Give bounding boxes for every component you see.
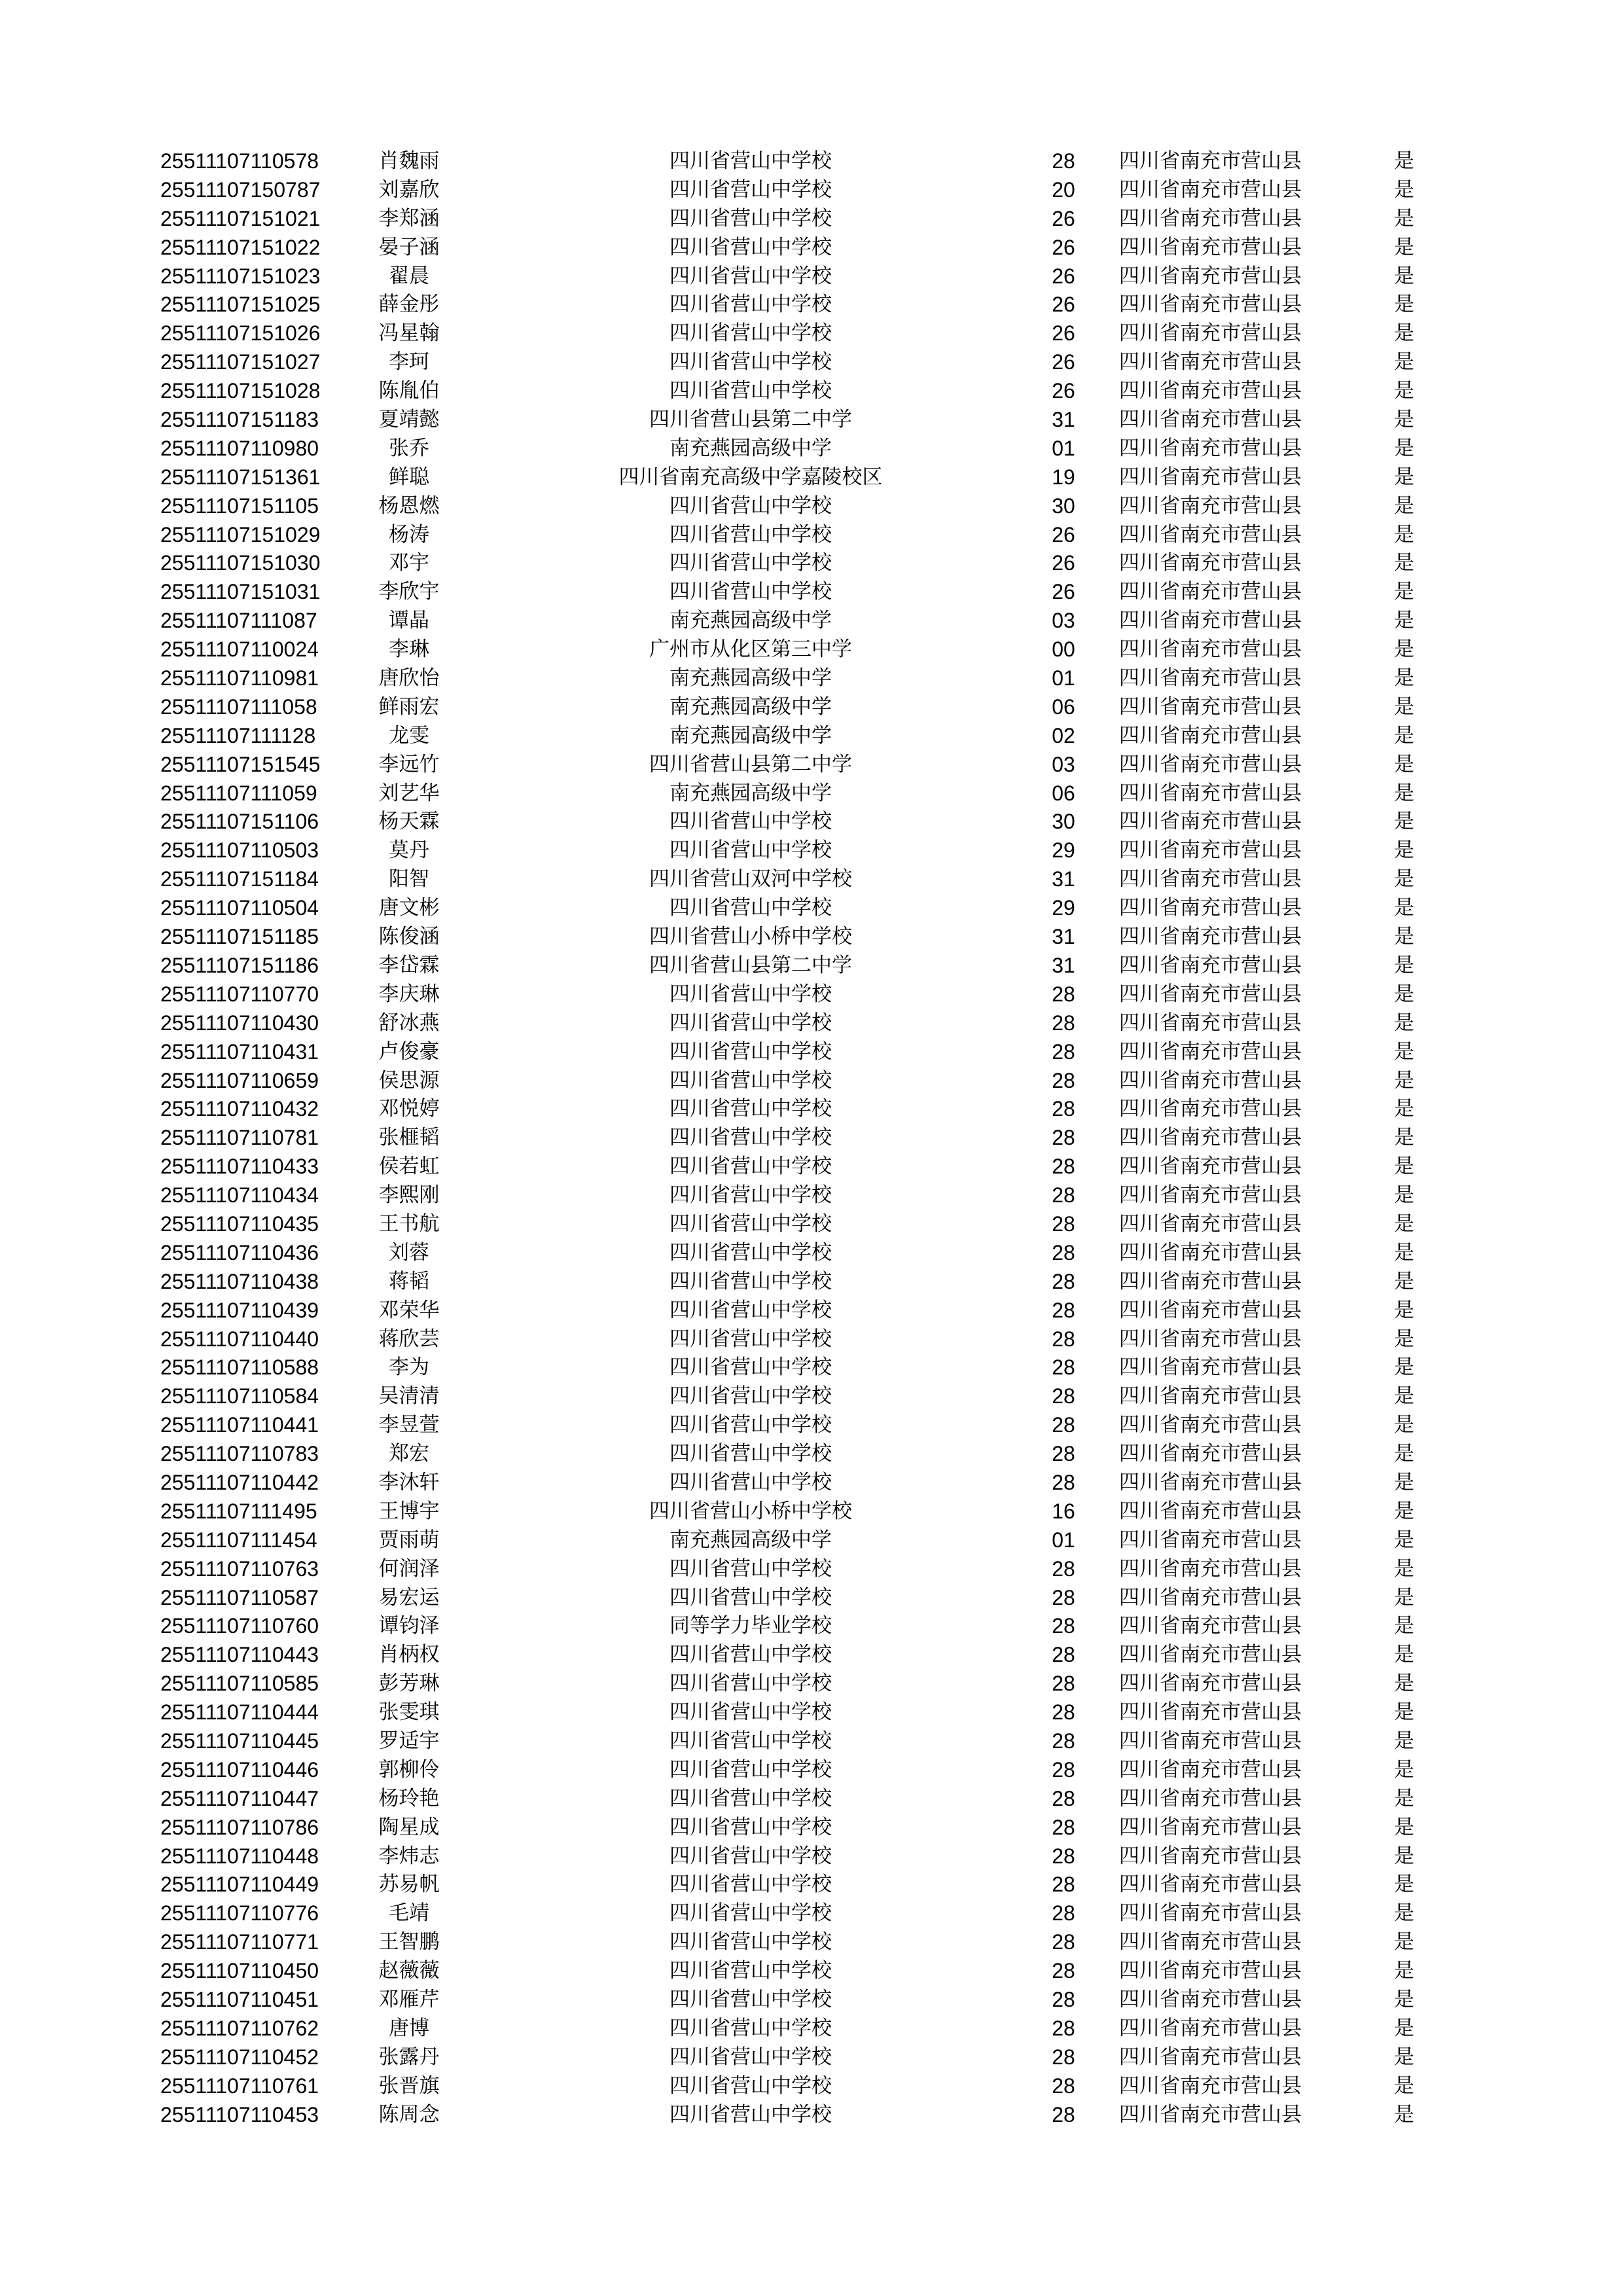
- table-row: 25511107110763 何润泽 四川省营山中学校 28 四川省南充市营山县 是: [0, 1555, 1623, 1584]
- candidate-id: 25511107111495: [160, 1499, 317, 1523]
- eligibility-flag: 是: [1394, 235, 1414, 259]
- candidate-id: 25511107110981: [160, 666, 319, 691]
- candidate-id: 25511107151183: [160, 408, 319, 432]
- region: 四川省南充市营山县: [1119, 1528, 1302, 1552]
- table-row: 25511107110587 易宏运 四川省营山中学校 28 四川省南充市营山县 是: [0, 1584, 1623, 1613]
- region: 四川省南充市营山县: [1119, 235, 1302, 259]
- region: 四川省南充市营山县: [1119, 1240, 1302, 1265]
- region: 四川省南充市营山县: [1119, 1269, 1302, 1293]
- candidate-id: 25511107110451: [160, 1988, 319, 2011]
- table-row: 25511107110453 陈周念 四川省营山中学校 28 四川省南充市营山县 是: [0, 2101, 1623, 2130]
- candidate-id: 25511107110449: [160, 1873, 319, 1897]
- candidate-id: 25511107110980: [160, 436, 319, 460]
- table-row: 25511107110584 吴清清 四川省营山中学校 28 四川省南充市营山县 是: [0, 1382, 1623, 1411]
- region: 四川省南充市营山县: [1119, 321, 1302, 346]
- eligibility-flag: 是: [1394, 493, 1414, 518]
- candidate-id: 25511107110587: [160, 1585, 319, 1609]
- region: 四川省南充市营山县: [1119, 723, 1302, 747]
- candidate-id: 25511107151185: [160, 925, 319, 949]
- table-row: 25511107110432 邓悦婷 四川省营山中学校 28 四川省南充市营山县 是: [0, 1095, 1623, 1124]
- region: 四川省南充市营山县: [1119, 408, 1302, 432]
- region: 四川省南充市营山县: [1119, 1815, 1302, 1839]
- table-row: 25511107151186 李岱霖 四川省营山县第二中学 31 四川省南充市营山县 是: [0, 952, 1623, 980]
- region: 四川省南充市营山县: [1119, 925, 1302, 949]
- candidate-id: 25511107110446: [160, 1757, 319, 1782]
- table-row: 25511107111454 贾雨萌 南充燕园高级中学 01 四川省南充市营山县 是: [0, 1526, 1623, 1555]
- table-row: 25511107110447 杨玲艳 四川省营山中学校 28 四川省南充市营山县 是: [0, 1785, 1623, 1814]
- region: 四川省南充市营山县: [1119, 982, 1302, 1006]
- candidate-id: 25511107151106: [160, 810, 319, 834]
- eligibility-flag: 是: [1394, 1240, 1414, 1265]
- table-row: 25511107110443 肖柄权 四川省营山中学校 28 四川省南充市营山县 是: [0, 1641, 1623, 1670]
- eligibility-flag: 是: [1394, 1269, 1414, 1293]
- eligibility-flag: 是: [1394, 1068, 1414, 1092]
- eligibility-flag: 是: [1394, 293, 1414, 317]
- eligibility-flag: 是: [1394, 1844, 1414, 1868]
- candidate-id: 25511107111059: [160, 781, 317, 805]
- region: 四川省南充市营山县: [1119, 177, 1302, 202]
- region: 四川省南充市营山县: [1119, 694, 1302, 719]
- region: 四川省南充市营山县: [1119, 637, 1302, 662]
- candidate-id: 25511107110771: [160, 1930, 319, 1954]
- table-row: 25511107110444 张雯琪 四川省营山中学校 28 四川省南充市营山县 是: [0, 1698, 1623, 1727]
- region: 四川省南充市营山县: [1119, 1327, 1302, 1351]
- region: 四川省南充市营山县: [1119, 522, 1302, 547]
- region: 四川省南充市营山县: [1119, 1211, 1302, 1236]
- candidate-id: 25511107110585: [160, 1672, 319, 1696]
- region: 四川省南充市营山县: [1119, 1988, 1302, 2011]
- table-row: 25511107110503 莫丹 四川省营山中学校 29 四川省南充市营山县 是: [0, 836, 1623, 865]
- region: 四川省南充市营山县: [1119, 1844, 1302, 1868]
- candidate-id: 25511107151545: [160, 752, 321, 776]
- eligibility-flag: 是: [1394, 1729, 1414, 1753]
- table-row: 25511107110588 李为 四川省营山中学校 28 四川省南充市营山县 是: [0, 1354, 1623, 1382]
- region: 四川省南充市营山县: [1119, 580, 1302, 604]
- table-row: 25511107110434 李熙刚 四川省营山中学校 28 四川省南充市营山县 是: [0, 1181, 1623, 1210]
- table-row: 25511107151361 鲜聪 四川省南充高级中学嘉陵校区 19 四川省南充市营山县 是: [0, 463, 1623, 492]
- region: 四川省南充市营山县: [1119, 2016, 1302, 2040]
- table-row: 25511107110980 张乔 南充燕园高级中学 01 四川省南充市营山县 是: [0, 435, 1623, 463]
- region: 四川省南充市营山县: [1119, 465, 1302, 489]
- table-row: 25511107151025 薛金彤 四川省营山中学校 26 四川省南充市营山县 是: [0, 291, 1623, 319]
- candidate-id: 25511107151105: [160, 493, 319, 518]
- table-row: 25511107110445 罗适宇 四川省营山中学校 28 四川省南充市营山县 是: [0, 1727, 1623, 1756]
- region: 四川省南充市营山县: [1119, 867, 1302, 891]
- region: 四川省南充市营山县: [1119, 1729, 1302, 1753]
- candidate-id: 25511107110439: [160, 1298, 319, 1322]
- eligibility-flag: 是: [1394, 551, 1414, 575]
- region: 四川省南充市营山县: [1119, 2102, 1302, 2126]
- region: 四川省南充市营山县: [1119, 1155, 1302, 1179]
- candidate-id: 25511107110440: [160, 1327, 319, 1351]
- table-row: 25511107110448 李炜志 四川省营山中学校 28 四川省南充市营山县 是: [0, 1842, 1623, 1871]
- eligibility-flag: 是: [1394, 1959, 1414, 1983]
- region: 四川省南充市营山县: [1119, 2045, 1302, 2069]
- region: 四川省南充市营山县: [1119, 493, 1302, 518]
- region: 四川省南充市营山县: [1119, 1442, 1302, 1466]
- eligibility-flag: 是: [1394, 1355, 1414, 1380]
- table-row: 25511107110430 舒冰燕 四川省营山中学校 28 四川省南充市营山县 是: [0, 1009, 1623, 1038]
- table-row: 25511107110441 李昱萱 四川省营山中学校 28 四川省南充市营山县 是: [0, 1411, 1623, 1440]
- candidate-id: 25511107110781: [160, 1126, 319, 1150]
- table-row: 25511107151029 杨涛 四川省营山中学校 26 四川省南充市营山县 是: [0, 521, 1623, 550]
- eligibility-flag: 是: [1394, 522, 1414, 547]
- candidate-id: 25511107110761: [160, 2073, 319, 2098]
- region: 四川省南充市营山县: [1119, 609, 1302, 633]
- table-row: 25511107111495 王博宇 四川省营山小桥中学校 16 四川省南充市营山县 是: [0, 1498, 1623, 1526]
- candidate-id: 25511107110430: [160, 1011, 319, 1035]
- region: 四川省南充市营山县: [1119, 1930, 1302, 1954]
- eligibility-flag: 是: [1394, 1298, 1414, 1322]
- table-row: 25511107110981 唐欣怡 南充燕园高级中学 01 四川省南充市营山县 是: [0, 664, 1623, 693]
- eligibility-flag: 是: [1394, 2102, 1414, 2126]
- region: 四川省南充市营山县: [1119, 149, 1302, 173]
- candidate-id: 25511107111087: [160, 609, 317, 633]
- region: 四川省南充市营山县: [1119, 1413, 1302, 1437]
- eligibility-flag: 是: [1394, 982, 1414, 1006]
- candidate-id: 25511107110762: [160, 2016, 319, 2040]
- region: 四川省南充市营山县: [1119, 1901, 1302, 1926]
- candidate-id: 25511107151184: [160, 867, 319, 891]
- table-row: 25511107110446 郭柳伶 四川省营山中学校 28 四川省南充市营山县 是: [0, 1756, 1623, 1785]
- candidate-id: 25511107151021: [160, 206, 321, 230]
- candidate-id: 25511107110448: [160, 1844, 319, 1868]
- candidate-id: 25511107151361: [160, 465, 321, 489]
- region: 四川省南充市营山县: [1119, 1499, 1302, 1523]
- table-row: 25511107110433 侯若虹 四川省营山中学校 28 四川省南充市营山县 是: [0, 1153, 1623, 1181]
- region: 四川省南充市营山县: [1119, 1126, 1302, 1150]
- candidate-id: 25511107110783: [160, 1442, 319, 1466]
- table-row: 25511107110442 李沐轩 四川省营山中学校 28 四川省南充市营山县 是: [0, 1469, 1623, 1498]
- region: 四川省南充市营山县: [1119, 1556, 1302, 1581]
- eligibility-flag: 是: [1394, 867, 1414, 891]
- candidate-id: 25511107110452: [160, 2045, 319, 2069]
- candidate-id: 25511107110441: [160, 1413, 319, 1437]
- region: 四川省南充市营山县: [1119, 293, 1302, 317]
- candidate-id: 25511107110432: [160, 1097, 319, 1121]
- region: 四川省南充市营山县: [1119, 953, 1302, 977]
- table-row: 25511107110435 王书航 四川省营山中学校 28 四川省南充市营山县 是: [0, 1210, 1623, 1239]
- eligibility-flag: 是: [1394, 350, 1414, 374]
- eligibility-flag: 是: [1394, 1556, 1414, 1581]
- eligibility-flag: 是: [1394, 436, 1414, 460]
- eligibility-flag: 是: [1394, 177, 1414, 202]
- candidate-id: 25511107110450: [160, 1959, 319, 1983]
- eligibility-flag: 是: [1394, 1988, 1414, 2011]
- eligibility-flag: 是: [1394, 781, 1414, 805]
- eligibility-flag: 是: [1394, 1585, 1414, 1609]
- region: 四川省南充市营山县: [1119, 1959, 1302, 1983]
- table-row: 25511107150787 刘嘉欣 四川省营山中学校 20 四川省南充市营山县 是: [0, 176, 1623, 205]
- region: 四川省南充市营山县: [1119, 1873, 1302, 1897]
- candidate-id: 25511107110584: [160, 1384, 319, 1408]
- eligibility-flag: 是: [1394, 408, 1414, 432]
- eligibility-flag: 是: [1394, 1097, 1414, 1121]
- eligibility-flag: 是: [1394, 896, 1414, 920]
- candidate-id: 25511107111058: [160, 694, 317, 719]
- eligibility-flag: 是: [1394, 1643, 1414, 1667]
- candidate-id: 25511107110447: [160, 1786, 319, 1810]
- table-row: 25511107151027 李珂 四川省营山中学校 26 四川省南充市营山县 是: [0, 348, 1623, 377]
- candidate-id: 25511107151025: [160, 293, 321, 317]
- eligibility-flag: 是: [1394, 1815, 1414, 1839]
- eligibility-flag: 是: [1394, 1672, 1414, 1696]
- region: 四川省南充市营山县: [1119, 810, 1302, 834]
- region: 四川省南充市营山县: [1119, 1700, 1302, 1725]
- eligibility-flag: 是: [1394, 752, 1414, 776]
- table-row: 25511107110440 蒋欣芸 四川省营山中学校 28 四川省南充市营山县 是: [0, 1325, 1623, 1354]
- eligibility-flag: 是: [1394, 2073, 1414, 2098]
- table-row: 25511107151031 李欣宇 四川省营山中学校 26 四川省南充市营山县 是: [0, 578, 1623, 607]
- candidate-id: 25511107110433: [160, 1155, 319, 1179]
- table-row: 25511107110439 邓荣华 四川省营山中学校 28 四川省南充市营山县 是: [0, 1297, 1623, 1325]
- eligibility-flag: 是: [1394, 1384, 1414, 1408]
- candidate-id: 25511107110434: [160, 1183, 319, 1208]
- region: 四川省南充市营山县: [1119, 264, 1302, 288]
- eligibility-flag: 是: [1394, 723, 1414, 747]
- region: 四川省南充市营山县: [1119, 1183, 1302, 1208]
- table-row: 25511107110783 郑宏 四川省营山中学校 28 四川省南充市营山县 是: [0, 1440, 1623, 1469]
- region: 四川省南充市营山县: [1119, 551, 1302, 575]
- eligibility-flag: 是: [1394, 321, 1414, 346]
- table-row: 25511107110578 肖魏雨 四川省营山中学校 28 四川省南充市营山县 是: [0, 147, 1623, 176]
- candidate-id: 25511107110445: [160, 1729, 319, 1753]
- eligibility-flag: 是: [1394, 580, 1414, 604]
- table-row: 25511107110450 赵薇薇 四川省营山中学校 28 四川省南充市营山县 是: [0, 1957, 1623, 1986]
- eligibility-flag: 是: [1394, 1786, 1414, 1810]
- candidate-id: 25511107151186: [160, 953, 319, 977]
- candidate-id: 25511107111454: [160, 1528, 317, 1552]
- region: 四川省南充市营山县: [1119, 350, 1302, 374]
- eligibility-flag: 是: [1394, 2016, 1414, 2040]
- candidate-id: 25511107110024: [160, 637, 319, 662]
- eligibility-flag: 是: [1394, 1211, 1414, 1236]
- candidate-id: 25511107110436: [160, 1240, 319, 1265]
- candidate-id: 25511107110453: [160, 2102, 319, 2126]
- eligibility-flag: 是: [1394, 1901, 1414, 1926]
- table-row: 25511107111087 谭晶 南充燕园高级中学 03 四川省南充市营山县 是: [0, 607, 1623, 636]
- table-row: 25511107110781 张榧韬 四川省营山中学校 28 四川省南充市营山县 是: [0, 1124, 1623, 1153]
- region: 四川省南充市营山县: [1119, 206, 1302, 230]
- region: 四川省南充市营山县: [1119, 666, 1302, 691]
- eligibility-flag: 是: [1394, 379, 1414, 403]
- eligibility-flag: 是: [1394, 1470, 1414, 1494]
- region: 四川省南充市营山县: [1119, 752, 1302, 776]
- region: 四川省南充市营山县: [1119, 1614, 1302, 1638]
- table-row: 25511107151022 晏子涵 四川省营山中学校 26 四川省南充市营山县 是: [0, 234, 1623, 262]
- candidate-id: 25511107110438: [160, 1269, 319, 1293]
- eligibility-flag: 是: [1394, 1413, 1414, 1437]
- eligibility-flag: 是: [1394, 1528, 1414, 1552]
- candidate-id: 25511107110503: [160, 838, 319, 863]
- candidate-id: 25511107110659: [160, 1068, 319, 1092]
- eligibility-flag: 是: [1394, 1499, 1414, 1523]
- region: 四川省南充市营山县: [1119, 1384, 1302, 1408]
- eligibility-flag: 是: [1394, 1442, 1414, 1466]
- eligibility-flag: 是: [1394, 149, 1414, 173]
- region: 四川省南充市营山县: [1119, 1786, 1302, 1810]
- table-row: 25511107110024 李琳 广州市从化区第三中学 00 四川省南充市营山县 是: [0, 636, 1623, 664]
- candidate-id: 25511107110770: [160, 982, 319, 1006]
- candidate-id: 25511107110435: [160, 1211, 319, 1236]
- region: 四川省南充市营山县: [1119, 1068, 1302, 1092]
- table-row: 25511107110776 毛靖 四川省营山中学校 28 四川省南充市营山县 是: [0, 1899, 1623, 1928]
- eligibility-flag: 是: [1394, 1757, 1414, 1782]
- candidate-id: 25511107151027: [160, 350, 321, 374]
- eligibility-flag: 是: [1394, 1011, 1414, 1035]
- candidate-id: 25511107151022: [160, 235, 321, 259]
- candidate-id: 25511107110776: [160, 1901, 319, 1926]
- table-row: 25511107110431 卢俊豪 四川省营山中学校 28 四川省南充市营山县 是: [0, 1038, 1623, 1067]
- eligibility-flag: 是: [1394, 637, 1414, 662]
- candidate-id: 25511107110578: [160, 149, 319, 173]
- region: 四川省南充市营山县: [1119, 2073, 1302, 2098]
- eligibility-flag: 是: [1394, 1183, 1414, 1208]
- table-row: 25511107151021 李郑涵 四川省营山中学校 26 四川省南充市营山县 是: [0, 205, 1623, 234]
- region: 四川省南充市营山县: [1119, 436, 1302, 460]
- candidate-id: 25511107150787: [160, 177, 321, 202]
- candidate-id: 25511107110444: [160, 1700, 319, 1725]
- table-row: 25511107110760 谭钧泽 同等学力毕业学校 28 四川省南充市营山县 是: [0, 1612, 1623, 1641]
- region: 四川省南充市营山县: [1119, 1470, 1302, 1494]
- eligibility-flag: 是: [1394, 206, 1414, 230]
- eligibility-flag: 是: [1394, 953, 1414, 977]
- table-row: 25511107111059 刘艺华 南充燕园高级中学 06 四川省南充市营山县 是: [0, 780, 1623, 808]
- eligibility-flag: 是: [1394, 666, 1414, 691]
- table-row: 25511107110771 王智鹏 四川省营山中学校 28 四川省南充市营山县 是: [0, 1928, 1623, 1957]
- candidate-id: 25511107151029: [160, 522, 321, 547]
- candidate-id: 25511107110504: [160, 896, 319, 920]
- eligibility-flag: 是: [1394, 925, 1414, 949]
- table-row: 25511107110761 张晋旗 四川省营山中学校 28 四川省南充市营山县 是: [0, 2072, 1623, 2101]
- table-row: 25511107151026 冯星翰 四川省营山中学校 26 四川省南充市营山县 是: [0, 319, 1623, 348]
- candidate-id: 25511107110763: [160, 1556, 319, 1581]
- table-row: 25511107110452 张露丹 四川省营山中学校 28 四川省南充市营山县 是: [0, 2043, 1623, 2072]
- table-row: 25511107110449 苏易帆 四川省营山中学校 28 四川省南充市营山县 是: [0, 1871, 1623, 1899]
- eligibility-flag: 是: [1394, 1930, 1414, 1954]
- candidate-id: 25511107110442: [160, 1470, 319, 1494]
- table-row: 25511107110504 唐文彬 四川省营山中学校 29 四川省南充市营山县 是: [0, 894, 1623, 923]
- eligibility-flag: 是: [1394, 1873, 1414, 1897]
- table-row: 25511107110585 彭芳琳 四川省营山中学校 28 四川省南充市营山县 是: [0, 1670, 1623, 1698]
- eligibility-flag: 是: [1394, 609, 1414, 633]
- candidate-id: 25511107111128: [160, 723, 316, 747]
- table-row: 25511107110436 刘蓉 四川省营山中学校 28 四川省南充市营山县 是: [0, 1239, 1623, 1268]
- eligibility-flag: 是: [1394, 1614, 1414, 1638]
- table-row: 25511107151030 邓宇 四川省营山中学校 26 四川省南充市营山县 是: [0, 549, 1623, 578]
- candidate-id: 25511107110431: [160, 1039, 319, 1064]
- region: 四川省南充市营山县: [1119, 1097, 1302, 1121]
- eligibility-flag: 是: [1394, 810, 1414, 834]
- region: 四川省南充市营山县: [1119, 1585, 1302, 1609]
- region: 四川省南充市营山县: [1119, 379, 1302, 403]
- candidate-id: 25511107151023: [160, 264, 321, 288]
- candidate-id: 25511107151028: [160, 379, 321, 403]
- eligibility-flag: 是: [1394, 1327, 1414, 1351]
- eligibility-flag: 是: [1394, 264, 1414, 288]
- candidate-id: 25511107110760: [160, 1614, 319, 1638]
- eligibility-flag: 是: [1394, 1700, 1414, 1725]
- table-row: 25511107151106 杨天霖 四川省营山中学校 30 四川省南充市营山县 是: [0, 808, 1623, 836]
- table-row: 25511107151105 杨恩燃 四川省营山中学校 30 四川省南充市营山县 是: [0, 492, 1623, 521]
- candidate-id: 25511107110588: [160, 1355, 319, 1380]
- eligibility-flag: 是: [1394, 1126, 1414, 1150]
- region: 四川省南充市营山县: [1119, 896, 1302, 920]
- table-row: 25511107151545 李远竹 四川省营山县第二中学 03 四川省南充市营山县 是: [0, 751, 1623, 780]
- candidate-id: 25511107110786: [160, 1815, 319, 1839]
- region: 四川省南充市营山县: [1119, 1672, 1302, 1696]
- region: 四川省南充市营山县: [1119, 1643, 1302, 1667]
- region: 四川省南充市营山县: [1119, 1757, 1302, 1782]
- eligibility-flag: 是: [1394, 838, 1414, 863]
- region: 四川省南充市营山县: [1119, 1039, 1302, 1064]
- table-row: 25511107110659 侯思源 四川省营山中学校 28 四川省南充市营山县 是: [0, 1067, 1623, 1096]
- eligibility-flag: 是: [1394, 694, 1414, 719]
- table-row: 25511107151184 阳智 四川省营山双河中学校 31 四川省南充市营山县 是: [0, 865, 1623, 894]
- eligibility-flag: 是: [1394, 2045, 1414, 2069]
- region: 四川省南充市营山县: [1119, 781, 1302, 805]
- region: 四川省南充市营山县: [1119, 1011, 1302, 1035]
- candidate-id: 25511107151026: [160, 321, 321, 346]
- student-list: [0, 147, 1623, 2129]
- region: 四川省南充市营山县: [1119, 1355, 1302, 1380]
- table-row: 25511107110762 唐博 四川省营山中学校 28 四川省南充市营山县 是: [0, 2015, 1623, 2043]
- candidate-id: 25511107110443: [160, 1643, 319, 1667]
- table-row: 25511107151028 陈胤伯 四川省营山中学校 26 四川省南充市营山县 是: [0, 377, 1623, 406]
- table-row: 25511107110438 蒋韬 四川省营山中学校 28 四川省南充市营山县 是: [0, 1268, 1623, 1297]
- eligibility-flag: 是: [1394, 465, 1414, 489]
- table-row: 25511107151023 翟晨 四川省营山中学校 26 四川省南充市营山县 是: [0, 262, 1623, 291]
- table-row: 25511107110770 李庆琳 四川省营山中学校 28 四川省南充市营山县 是: [0, 980, 1623, 1009]
- candidate-id: 25511107151031: [160, 580, 321, 604]
- table-row: 25511107151185 陈俊涵 四川省营山小桥中学校 31 四川省南充市营山县 是: [0, 923, 1623, 952]
- region: 四川省南充市营山县: [1119, 1298, 1302, 1322]
- table-row: 25511107111128 龙雯 南充燕园高级中学 02 四川省南充市营山县 是: [0, 722, 1623, 751]
- region: 四川省南充市营山县: [1119, 838, 1302, 863]
- table-row: 25511107110786 陶星成 四川省营山中学校 28 四川省南充市营山县 是: [0, 1814, 1623, 1842]
- candidate-id: 25511107151030: [160, 551, 321, 575]
- table-row: 25511107151183 夏靖懿 四川省营山县第二中学 31 四川省南充市营山县 是: [0, 406, 1623, 435]
- table-row: 25511107110451 邓雁芹 四川省营山中学校 28 四川省南充市营山县 是: [0, 1986, 1623, 2015]
- table-row: 25511107111058 鲜雨宏 南充燕园高级中学 06 四川省南充市营山县 是: [0, 693, 1623, 722]
- eligibility-flag: 是: [1394, 1039, 1414, 1064]
- eligibility-flag: 是: [1394, 1155, 1414, 1179]
